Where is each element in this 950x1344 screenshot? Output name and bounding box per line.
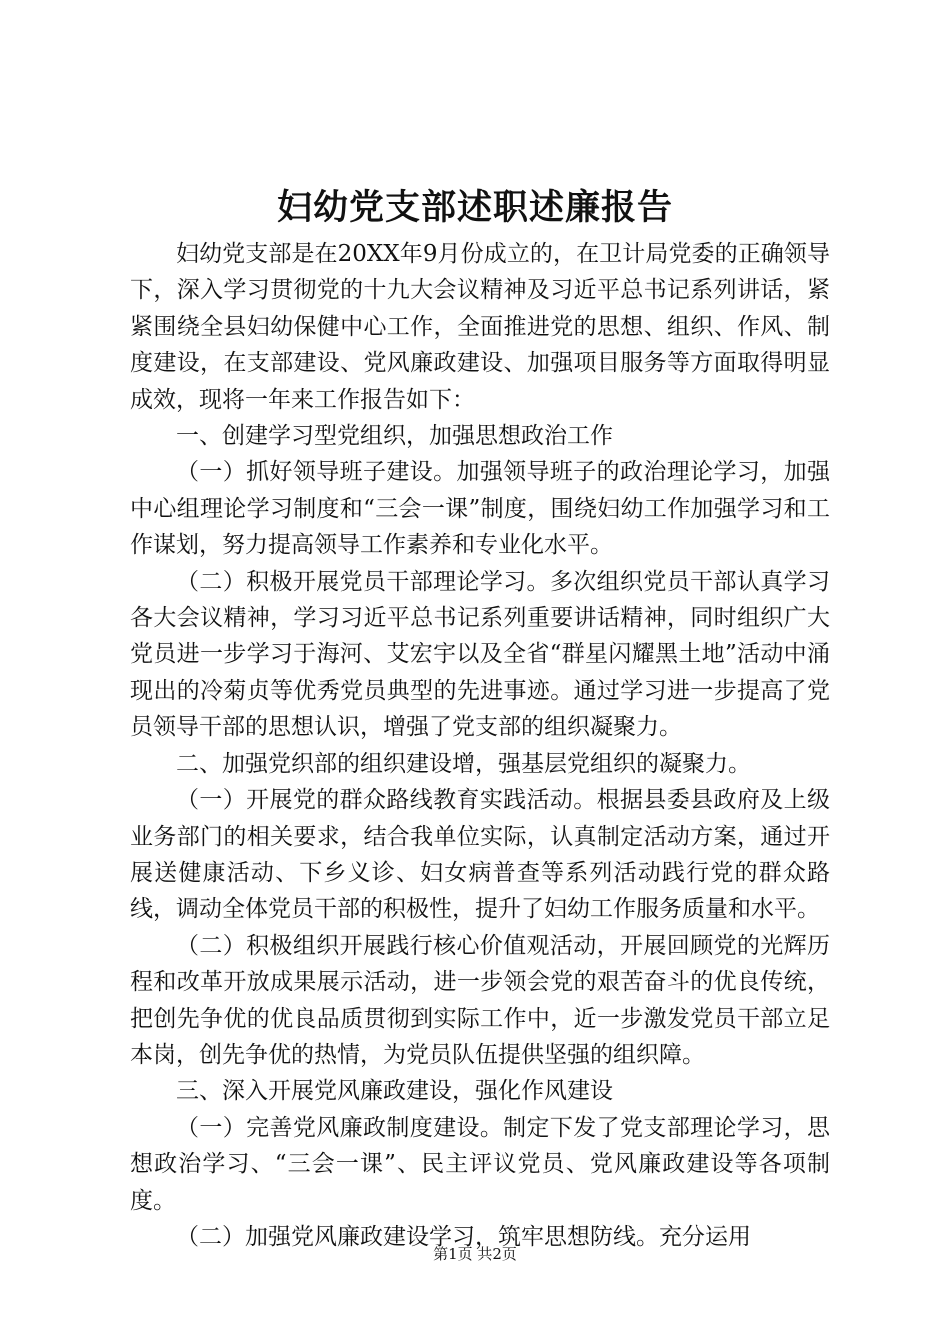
section-3-item-2: （二）加强党风廉政建设学习，筑牢思想防线。充分运用 xyxy=(176,1223,751,1250)
section-heading-3: 三、深入开展党风廉政建设，强化作风建设 xyxy=(176,1078,613,1105)
section-1-item-1: （一）抓好领导班子建设。加强领导班子的政治理论学习，加强中心组理论学习制度和“三会一课”制度，围绕妇幼工作加强学习和工作谋划，努力提高领导工作素养和专业化水平。 xyxy=(130,459,830,559)
section-heading-1: 一、创建学习型党组织，加强思想政治工作 xyxy=(176,423,613,450)
document-title: 妇幼党支部述职述廉报告 xyxy=(276,187,673,228)
document-body xyxy=(130,236,830,1255)
section-1-item-2: （二）积极开展党员干部理论学习。多次组织党员干部认真学习各大会议精神，学习习近平总书记系列重要讲话精神，同时组织广大党员进一步学习于海河、艾宏宇以及全省“群星闪耀黑土地”活动中涌现出的冷菊贞等优秀党员典型的先进事迹。通过学习进一步提高了党员领导干部的思想认识，增强了党支部的组织凝聚力。 xyxy=(130,568,830,741)
section-2-item-2: （二）积极组织开展践行核心价值观活动，开展回顾党的光辉历程和改革开放成果展示活动，进一步领会党的艰苦奋斗的优良传统，把创先争优的优良品质贯彻到实际工作中，近一步激发党员干部立足本岗，创先争优的热情，为党员队伍提供坚强的组织障。 xyxy=(130,932,830,1068)
page-footer: 第1页 共2页 xyxy=(433,1245,517,1263)
intro-paragraph: 妇幼党支部是在20XX年9月份成立的，在卫计局党委的正确领导下，深入学习贯彻党的十九大会议精神及习近平总书记系列讲话，紧紧围绕全县妇幼保健中心工作，全面推进党的思想、组织、作风、制度建设，在支部建设、党风廉政建设、加强项目服务等方面取得明显成效，现将一年来工作报告如下： xyxy=(130,241,830,413)
section-3-item-1: （一）完善党风廉政制度建设。制定下发了党支部理论学习，思想政治学习、“三会一课”、民主评议党员、党风廉政建设等各项制度。 xyxy=(130,1114,830,1214)
section-2-item-1: （一）开展党的群众路线教育实践活动。根据县委县政府及上级业务部门的相关要求，结合我单位实际，认真制定活动方案，通过开展送健康活动、下乡义诊、妇女病普查等系列活动践行党的群众路线，调动全体党员干部的积极性，提升了妇幼工作服务质量和水平。 xyxy=(130,787,830,923)
section-heading-2: 二、加强党织部的组织建设增，强基层党组织的凝聚力。 xyxy=(176,750,751,777)
